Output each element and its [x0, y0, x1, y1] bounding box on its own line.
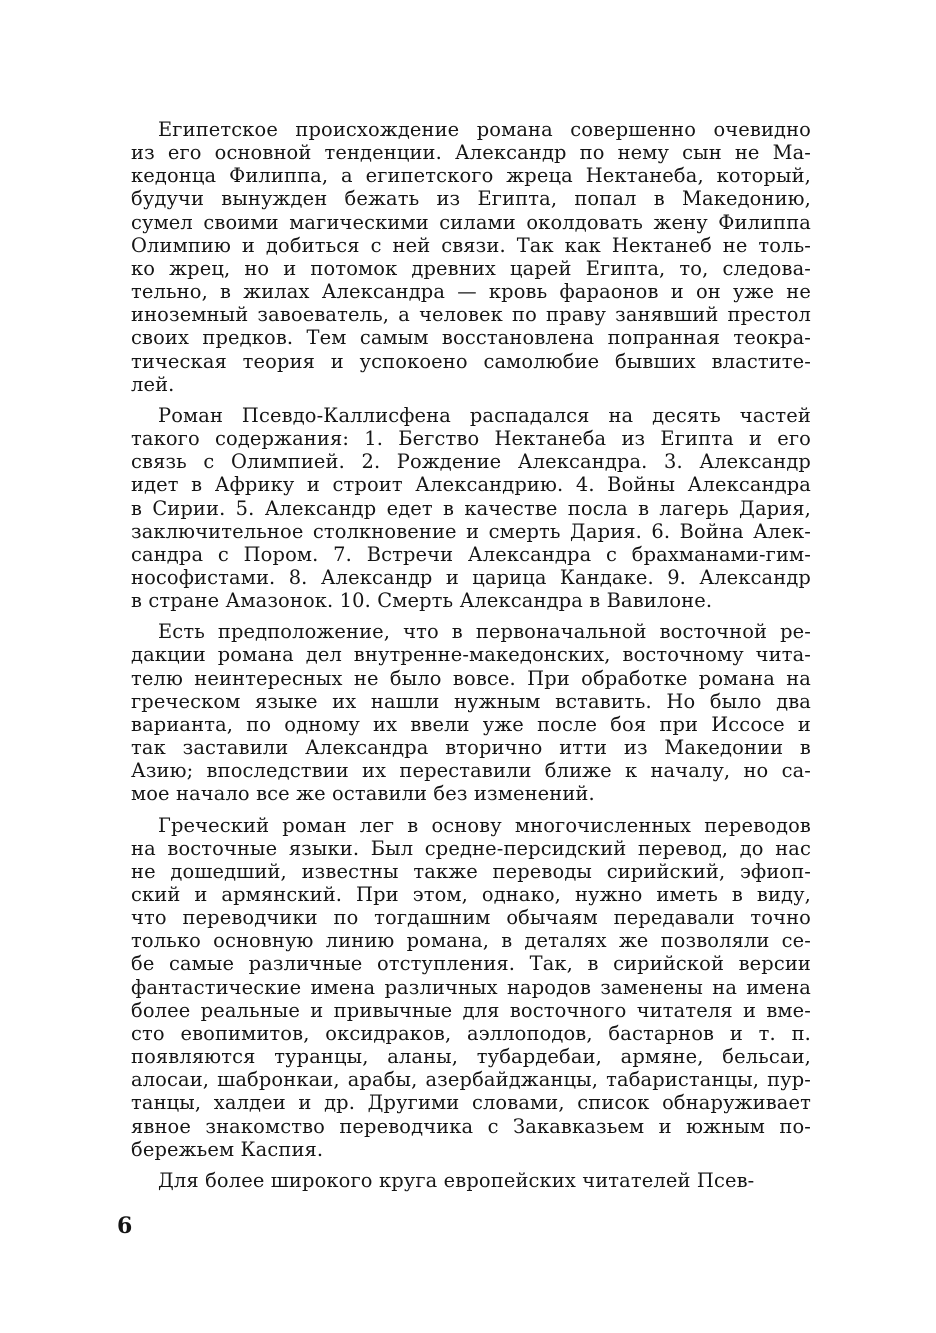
text-line: бе самые различные отступления. Так, в сирийской версии — [131, 952, 811, 976]
text-line: алосаи, шабронкаи, арабы, азербайджанцы, табаристанцы, пур- — [131, 1068, 811, 1092]
text-line: Роман Псевдо-Каллисфена распадался на десять частей — [158, 403, 811, 427]
text-line: будучи вынужден бежать из Египта, попал в Македонию, — [131, 187, 811, 211]
text-line: на восточные языки. Был средне-персидский перевод, до нас — [131, 836, 811, 860]
text-line: своих предков. Тем самым восстановлена попранная теокра- — [131, 326, 811, 350]
text-line: мое начало все же оставили без изменений. — [131, 782, 595, 806]
text-line: Греческий роман лег в основу многочисленных переводов — [158, 813, 811, 837]
text-line: что переводчики по тогдашним обычаям передавали точно — [131, 906, 811, 930]
text-line: тическая теория и успокоено самолюбие бывших властите- — [131, 349, 811, 373]
text-line: Для более широкого круга европейских читателей Псев- — [158, 1168, 755, 1192]
text-line: иноземный завоеватель, а человек по праву занявший престол — [131, 303, 811, 327]
text-line: Азию; впоследствии их переставили ближе к началу, но са- — [131, 759, 811, 783]
text-line: кедонца Филиппа, а египетского жреца Нектанеба, который, — [131, 164, 811, 188]
text-line: греческом языке их нашли нужным вставить. Но было два — [131, 689, 811, 713]
text-line: явное знакомство переводчика с Закавказьем и южным по- — [131, 1114, 811, 1138]
text-line: в стране Амазонок. 10. Смерть Александра в Вавилоне. — [131, 589, 713, 613]
text-line: нософистами. 8. Александр и царица Кандаке. 9. Александр — [131, 565, 811, 589]
text-line: в Сирии. 5. Александр едет в качестве посла в лагерь Дария, — [131, 496, 811, 520]
text-line: танцы, халдеи и др. Другими словами, список обнаруживает — [131, 1091, 811, 1115]
body-text — [131, 118, 811, 1200]
text-line: бережьем Каспия. — [131, 1137, 324, 1161]
text-line: идет в Африку и строит Александрию. 4. Войны Александра — [131, 473, 811, 497]
text-line: такого содержания: 1. Бегство Нектанеба из Египта и его — [131, 427, 811, 451]
text-line: телю неинтересных не было вовсе. При обработке романа на — [131, 666, 811, 690]
text-line: связь с Олимпией. 2. Рождение Александра. 3. Александр — [131, 450, 811, 474]
page-number: 6 — [117, 1213, 133, 1239]
text-line: более реальные и привычные для восточного читателя и вме- — [131, 998, 811, 1022]
paragraph — [131, 620, 811, 805]
text-line: не дошедший, известны также переводы сирийский, эфиоп- — [131, 859, 811, 883]
text-line: ский и армянский. При этом, однако, нужно иметь в виду, — [131, 883, 811, 906]
text-line: ко жрец, но и потомок древних царей Египта, то, следова- — [131, 256, 811, 280]
text-line: только основную линию романа, в деталях же позволяли се- — [131, 929, 811, 953]
text-line: сандра с Пором. 7. Встречи Александра с брахманами-гим- — [131, 542, 811, 566]
text-line: из его основной тенденции. Александр по нему сын не Ма- — [131, 141, 811, 165]
text-line: лей. — [131, 372, 175, 396]
text-line: дакции романа дел внутренне-македонских, восточному чита- — [131, 643, 811, 667]
paragraph — [131, 404, 811, 612]
text-line: варианта, по одному их ввели уже после боя при Иссосе и — [131, 712, 811, 736]
text-line: заключительное столкновение и смерть Дария. 6. Война Алек- — [131, 519, 811, 543]
text-line: так заставили Александра вторично итти из Македонии в — [131, 736, 811, 760]
text-line: сто евопимитов, оксидраков, аэллоподов, бастарнов и т. п. — [131, 1021, 811, 1045]
text-line: тельно, в жилах Александра — кровь фараонов и он уже не — [131, 280, 811, 304]
text-line: Олимпию и добиться с ней связи. Так как Нектанеб не толь- — [131, 233, 811, 257]
text-line: Египетское происхождение романа совершенно очевидно — [158, 118, 811, 141]
text-line: фантастические имена различных народов заменены на имена — [131, 975, 811, 999]
text-line: появляются туранцы, аланы, тубардебаи, армяне, бельсаи, — [131, 1045, 811, 1069]
text-line: Есть предположение, что в первоначальной восточной ре- — [158, 620, 811, 644]
paragraph — [131, 814, 811, 1161]
text-line: сумел своими магическими силами околдовать жену Филиппа — [131, 210, 811, 234]
paragraph — [131, 1169, 811, 1192]
paragraph — [131, 118, 811, 396]
